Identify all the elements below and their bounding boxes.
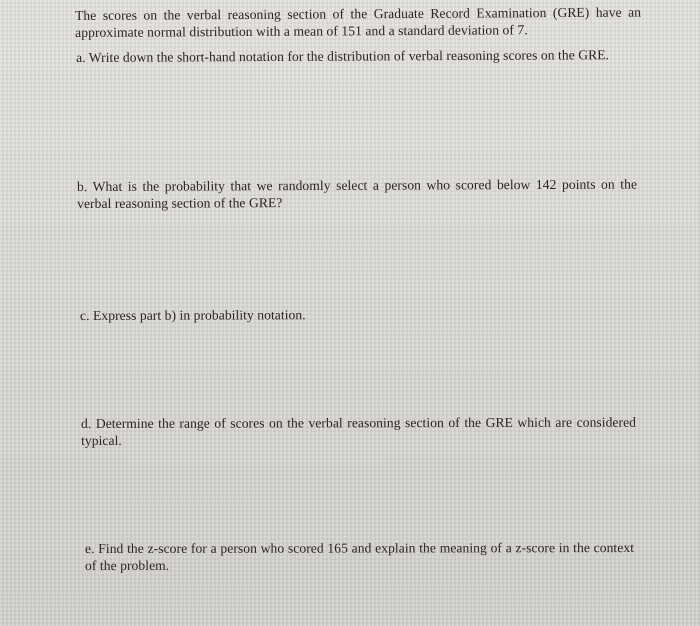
problem-intro: The scores on the verbal reasoning section of the Graduate Record Examination (GRE) have an approximate normal distribution with a mean of 151 and a standard deviation of 7. [75, 4, 642, 40]
question-a: a. Write down the short-hand notation for the distribution of verbal reasoning scores on the GRE. [76, 47, 610, 65]
question-c: c. Express part b) in probability notation. [80, 307, 306, 323]
question-e: e. Find the z-score for a person who scored 165 and explain the meaning of a z-score in the context of the problem. [85, 540, 635, 573]
question-b: b. What is the probability that we randomly select a person who scored below 142 points on the verbal reasoning section of the GRE? [77, 176, 638, 211]
question-d: d. Determine the range of scores on the verbal reasoning section of the GRE which are considered typical. [81, 414, 637, 448]
